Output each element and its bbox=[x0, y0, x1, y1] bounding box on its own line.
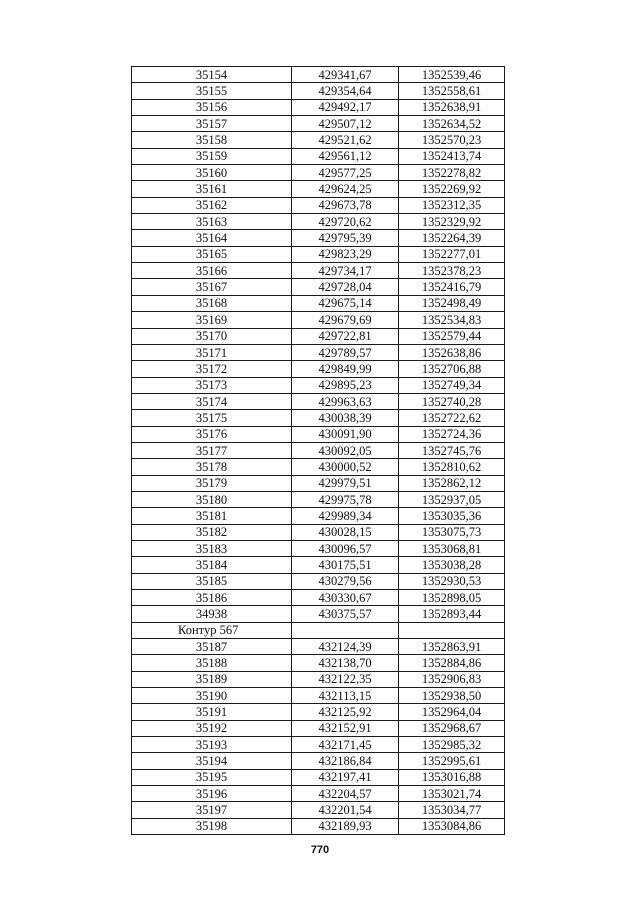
table-row bbox=[132, 704, 505, 720]
y-coordinate-cell: 1352745,76 bbox=[399, 442, 505, 458]
table-row bbox=[132, 606, 505, 622]
x-coordinate-cell: 429341,67 bbox=[292, 67, 399, 83]
y-coordinate-cell: 1352638,86 bbox=[399, 344, 505, 360]
y-coordinate-cell: 1352277,01 bbox=[399, 246, 505, 262]
table-row bbox=[132, 818, 505, 834]
table-row bbox=[132, 181, 505, 197]
x-coordinate-cell: 430175,51 bbox=[292, 557, 399, 573]
table-row bbox=[132, 328, 505, 344]
y-coordinate-cell: 1352570,23 bbox=[399, 132, 505, 148]
point-number-cell: 35185 bbox=[132, 573, 292, 589]
page-number: 770 bbox=[310, 844, 330, 856]
table-row bbox=[132, 246, 505, 262]
x-coordinate-cell: 432125,92 bbox=[292, 704, 399, 720]
y-coordinate-cell: 1352539,46 bbox=[399, 67, 505, 83]
table-row bbox=[132, 197, 505, 213]
point-number-cell: 35173 bbox=[132, 377, 292, 393]
table-row bbox=[132, 263, 505, 279]
y-coordinate-cell: 1352930,53 bbox=[399, 573, 505, 589]
coordinates-table bbox=[131, 66, 505, 835]
point-number-cell: 35182 bbox=[132, 524, 292, 540]
y-coordinate-cell: 1353084,86 bbox=[399, 818, 505, 834]
point-number-cell: 35176 bbox=[132, 426, 292, 442]
x-coordinate-cell: 430279,56 bbox=[292, 573, 399, 589]
table-row bbox=[132, 83, 505, 99]
x-coordinate-cell: 429989,34 bbox=[292, 508, 399, 524]
x-coordinate-cell: 430000,52 bbox=[292, 459, 399, 475]
y-coordinate-cell: 1352906,83 bbox=[399, 671, 505, 687]
y-coordinate-cell: 1352558,61 bbox=[399, 83, 505, 99]
table-row bbox=[132, 688, 505, 704]
point-number-cell: 35167 bbox=[132, 279, 292, 295]
point-number-cell: 35174 bbox=[132, 393, 292, 409]
table-row bbox=[132, 279, 505, 295]
x-coordinate-cell: 429675,14 bbox=[292, 295, 399, 311]
table-row bbox=[132, 148, 505, 164]
x-coordinate-cell: 432204,57 bbox=[292, 786, 399, 802]
table-row bbox=[132, 753, 505, 769]
y-coordinate-cell: 1352985,32 bbox=[399, 737, 505, 753]
point-number-cell: 35164 bbox=[132, 230, 292, 246]
x-coordinate-cell: 430028,15 bbox=[292, 524, 399, 540]
table-row bbox=[132, 720, 505, 736]
point-number-cell: 35175 bbox=[132, 410, 292, 426]
y-coordinate-cell: 1352416,79 bbox=[399, 279, 505, 295]
point-number-cell: 35188 bbox=[132, 655, 292, 671]
y-coordinate-cell: 1352810,62 bbox=[399, 459, 505, 475]
point-number-cell: 35198 bbox=[132, 818, 292, 834]
y-coordinate-cell: 1352968,67 bbox=[399, 720, 505, 736]
point-number-cell: 35156 bbox=[132, 99, 292, 115]
y-coordinate-cell: 1352329,92 bbox=[399, 214, 505, 230]
table-row bbox=[132, 377, 505, 393]
x-coordinate-cell: 429492,17 bbox=[292, 99, 399, 115]
x-coordinate-cell: 429720,62 bbox=[292, 214, 399, 230]
point-number-cell: 35168 bbox=[132, 295, 292, 311]
point-number-cell: 35193 bbox=[132, 737, 292, 753]
table-row bbox=[132, 622, 505, 638]
table-body bbox=[132, 67, 505, 835]
x-coordinate-cell: 432186,84 bbox=[292, 753, 399, 769]
table-row bbox=[132, 344, 505, 360]
y-coordinate-cell: 1352937,05 bbox=[399, 491, 505, 507]
contour-label-cell: Контур 567 bbox=[132, 622, 292, 638]
table-row bbox=[132, 540, 505, 556]
table-row bbox=[132, 655, 505, 671]
y-coordinate-cell: 1352740,28 bbox=[399, 393, 505, 409]
x-coordinate-cell: 432171,45 bbox=[292, 737, 399, 753]
x-coordinate-cell: 429979,51 bbox=[292, 475, 399, 491]
x-coordinate-cell: 429577,25 bbox=[292, 165, 399, 181]
point-number-cell: 35178 bbox=[132, 459, 292, 475]
table-row bbox=[132, 132, 505, 148]
x-coordinate-cell: 432197,41 bbox=[292, 769, 399, 785]
point-number-cell: 35192 bbox=[132, 720, 292, 736]
x-coordinate-cell bbox=[292, 622, 399, 638]
x-coordinate-cell: 430092,05 bbox=[292, 442, 399, 458]
x-coordinate-cell: 429975,78 bbox=[292, 491, 399, 507]
point-number-cell: 35169 bbox=[132, 312, 292, 328]
table-row bbox=[132, 573, 505, 589]
y-coordinate-cell: 1352749,34 bbox=[399, 377, 505, 393]
point-number-cell: 35166 bbox=[132, 263, 292, 279]
y-coordinate-cell: 1352863,91 bbox=[399, 639, 505, 655]
point-number-cell: 35189 bbox=[132, 671, 292, 687]
table-row bbox=[132, 361, 505, 377]
table-row bbox=[132, 508, 505, 524]
point-number-cell: 35196 bbox=[132, 786, 292, 802]
y-coordinate-cell: 1352634,52 bbox=[399, 116, 505, 132]
point-number-cell: 35170 bbox=[132, 328, 292, 344]
table-row bbox=[132, 99, 505, 115]
y-coordinate-cell: 1352995,61 bbox=[399, 753, 505, 769]
table-row bbox=[132, 295, 505, 311]
table-row bbox=[132, 312, 505, 328]
point-number-cell: 35180 bbox=[132, 491, 292, 507]
table-row bbox=[132, 116, 505, 132]
y-coordinate-cell: 1353068,81 bbox=[399, 540, 505, 556]
point-number-cell: 35177 bbox=[132, 442, 292, 458]
y-coordinate-cell: 1353035,36 bbox=[399, 508, 505, 524]
point-number-cell: 35160 bbox=[132, 165, 292, 181]
point-number-cell: 35159 bbox=[132, 148, 292, 164]
x-coordinate-cell: 430038,39 bbox=[292, 410, 399, 426]
point-number-cell: 35165 bbox=[132, 246, 292, 262]
point-number-cell: 35187 bbox=[132, 639, 292, 655]
x-coordinate-cell: 432113,15 bbox=[292, 688, 399, 704]
y-coordinate-cell: 1352722,62 bbox=[399, 410, 505, 426]
x-coordinate-cell: 429823,29 bbox=[292, 246, 399, 262]
point-number-cell: 35194 bbox=[132, 753, 292, 769]
x-coordinate-cell: 429728,04 bbox=[292, 279, 399, 295]
table-row bbox=[132, 165, 505, 181]
y-coordinate-cell: 1352884,86 bbox=[399, 655, 505, 671]
table-row bbox=[132, 230, 505, 246]
point-number-cell: 35190 bbox=[132, 688, 292, 704]
point-number-cell: 35171 bbox=[132, 344, 292, 360]
x-coordinate-cell: 429789,57 bbox=[292, 344, 399, 360]
table-row bbox=[132, 67, 505, 83]
x-coordinate-cell: 432201,54 bbox=[292, 802, 399, 818]
x-coordinate-cell: 432138,70 bbox=[292, 655, 399, 671]
y-coordinate-cell bbox=[399, 622, 505, 638]
table-row bbox=[132, 737, 505, 753]
table-row bbox=[132, 426, 505, 442]
x-coordinate-cell: 432152,91 bbox=[292, 720, 399, 736]
y-coordinate-cell: 1352638,91 bbox=[399, 99, 505, 115]
table-row bbox=[132, 802, 505, 818]
x-coordinate-cell: 429734,17 bbox=[292, 263, 399, 279]
x-coordinate-cell: 430375,57 bbox=[292, 606, 399, 622]
y-coordinate-cell: 1352706,88 bbox=[399, 361, 505, 377]
x-coordinate-cell: 429624,25 bbox=[292, 181, 399, 197]
y-coordinate-cell: 1352938,50 bbox=[399, 688, 505, 704]
x-coordinate-cell: 429673,78 bbox=[292, 197, 399, 213]
y-coordinate-cell: 1352312,35 bbox=[399, 197, 505, 213]
point-number-cell: 35163 bbox=[132, 214, 292, 230]
point-number-cell: 35197 bbox=[132, 802, 292, 818]
table-row bbox=[132, 475, 505, 491]
point-number-cell: 35179 bbox=[132, 475, 292, 491]
y-coordinate-cell: 1352378,23 bbox=[399, 263, 505, 279]
x-coordinate-cell: 432189,93 bbox=[292, 818, 399, 834]
y-coordinate-cell: 1352898,05 bbox=[399, 590, 505, 606]
table-row bbox=[132, 214, 505, 230]
x-coordinate-cell: 429354,64 bbox=[292, 83, 399, 99]
y-coordinate-cell: 1352862,12 bbox=[399, 475, 505, 491]
y-coordinate-cell: 1353034,77 bbox=[399, 802, 505, 818]
y-coordinate-cell: 1353075,73 bbox=[399, 524, 505, 540]
y-coordinate-cell: 1353021,74 bbox=[399, 786, 505, 802]
y-coordinate-cell: 1352893,44 bbox=[399, 606, 505, 622]
table-row bbox=[132, 769, 505, 785]
y-coordinate-cell: 1353016,88 bbox=[399, 769, 505, 785]
point-number-cell: 35158 bbox=[132, 132, 292, 148]
y-coordinate-cell: 1352498,49 bbox=[399, 295, 505, 311]
x-coordinate-cell: 429507,12 bbox=[292, 116, 399, 132]
x-coordinate-cell: 432122,35 bbox=[292, 671, 399, 687]
x-coordinate-cell: 432124,39 bbox=[292, 639, 399, 655]
y-coordinate-cell: 1352579,44 bbox=[399, 328, 505, 344]
table-row bbox=[132, 557, 505, 573]
table-row bbox=[132, 671, 505, 687]
table-row bbox=[132, 524, 505, 540]
x-coordinate-cell: 429963,63 bbox=[292, 393, 399, 409]
x-coordinate-cell: 429521,62 bbox=[292, 132, 399, 148]
point-number-cell: 35155 bbox=[132, 83, 292, 99]
x-coordinate-cell: 429795,39 bbox=[292, 230, 399, 246]
table-row bbox=[132, 410, 505, 426]
table-row bbox=[132, 393, 505, 409]
x-coordinate-cell: 429722,81 bbox=[292, 328, 399, 344]
y-coordinate-cell: 1352269,92 bbox=[399, 181, 505, 197]
point-number-cell: 35172 bbox=[132, 361, 292, 377]
point-number-cell: 35161 bbox=[132, 181, 292, 197]
y-coordinate-cell: 1352264,39 bbox=[399, 230, 505, 246]
y-coordinate-cell: 1352278,82 bbox=[399, 165, 505, 181]
y-coordinate-cell: 1352534,83 bbox=[399, 312, 505, 328]
y-coordinate-cell: 1353038,28 bbox=[399, 557, 505, 573]
y-coordinate-cell: 1352413,74 bbox=[399, 148, 505, 164]
x-coordinate-cell: 430330,67 bbox=[292, 590, 399, 606]
point-number-cell: 35181 bbox=[132, 508, 292, 524]
point-number-cell: 35186 bbox=[132, 590, 292, 606]
table-row bbox=[132, 459, 505, 475]
point-number-cell: 35184 bbox=[132, 557, 292, 573]
point-number-cell: 35191 bbox=[132, 704, 292, 720]
x-coordinate-cell: 429895,23 bbox=[292, 377, 399, 393]
table-row bbox=[132, 442, 505, 458]
x-coordinate-cell: 430096,57 bbox=[292, 540, 399, 556]
point-number-cell: 34938 bbox=[132, 606, 292, 622]
point-number-cell: 35195 bbox=[132, 769, 292, 785]
table-row bbox=[132, 590, 505, 606]
x-coordinate-cell: 429679,69 bbox=[292, 312, 399, 328]
point-number-cell: 35183 bbox=[132, 540, 292, 556]
x-coordinate-cell: 429849,99 bbox=[292, 361, 399, 377]
table-row bbox=[132, 639, 505, 655]
y-coordinate-cell: 1352724,36 bbox=[399, 426, 505, 442]
table-row bbox=[132, 786, 505, 802]
point-number-cell: 35162 bbox=[132, 197, 292, 213]
x-coordinate-cell: 430091,90 bbox=[292, 426, 399, 442]
point-number-cell: 35154 bbox=[132, 67, 292, 83]
y-coordinate-cell: 1352964,04 bbox=[399, 704, 505, 720]
point-number-cell: 35157 bbox=[132, 116, 292, 132]
table-row bbox=[132, 491, 505, 507]
x-coordinate-cell: 429561,12 bbox=[292, 148, 399, 164]
